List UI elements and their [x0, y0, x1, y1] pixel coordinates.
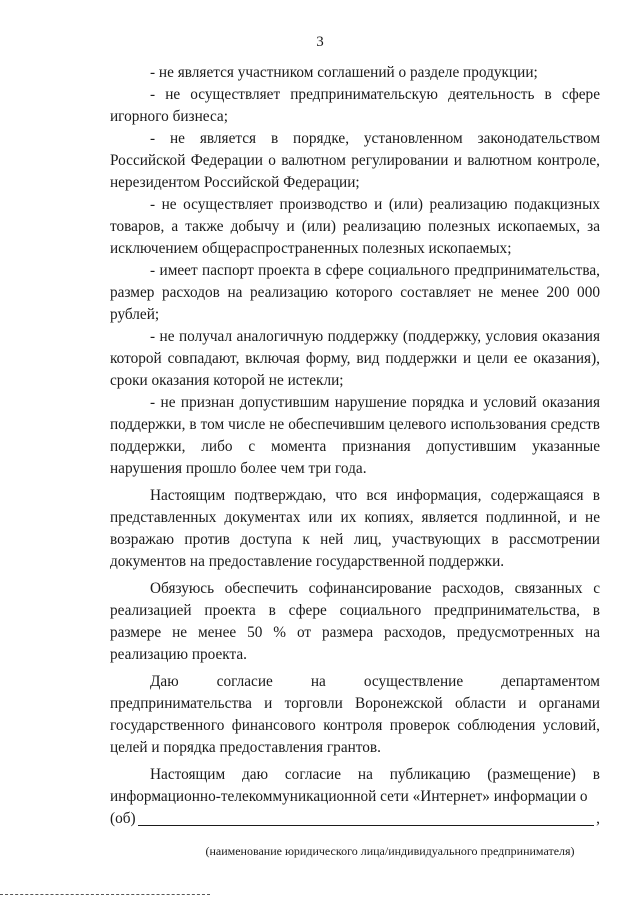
condition-item: - не осуществляет предпринимательскую деятельность в сфере игорного бизнеса; — [110, 86, 600, 125]
ob-prefix: (об) — [110, 810, 136, 827]
condition-item: - не признан допустившим нарушение порядка и условий оказания поддержки, в том числе не обеспечившим целевого использования средств поддержки, либо с момента признания допустившим указанные нарушения прошло более чем три года. — [110, 394, 600, 477]
condition-item: - не осуществляет производство и (или) реализацию подакцизных товаров, а также добычу и (или) реализацию полезных ископаемых, за исключением общераспространенных полезных ископаемых; — [110, 196, 600, 257]
cofinancing-paragraph: Обязуюсь обеспечить софинансирование расходов, связанных с реализацией проекта в сфере социального предпринимательства, в размере не менее 50 % от размера расходов, предусмотренных на реализацию проекта. — [110, 580, 600, 663]
document-body — [110, 62, 600, 862]
footnote-divider — [0, 893, 210, 895]
publication-consent-paragraph: Настоящим даю согласие на публикацию (размещение) в информационно-телекоммуникационной сети «Интернет» информации о — [110, 766, 600, 805]
entity-name-caption: (наименование юридического лица/индивидуального предпринимателя) — [205, 844, 575, 858]
entity-name-blank[interactable] — [138, 809, 595, 826]
entity-name-line — [110, 808, 600, 830]
condition-item: - не является участником соглашений о разделе продукции; — [150, 64, 538, 81]
condition-item: - имеет паспорт проекта в сфере социального предпринимательства, размер расходов на реализацию которого составляет не менее 200 000 рублей; — [110, 262, 600, 323]
page-number: 3 — [316, 34, 324, 50]
condition-item: - не получал аналогичную поддержку (поддержку, условия оказания которой совпадают, включая форму, вид поддержки и цели ее оказания), сроки оказания которой не истекли; — [110, 328, 600, 389]
condition-item: - не является в порядке, установленном законодательством Российской Федерации о валютном регулировании и валютном контроле, нерезидентом Российской Федерации; — [110, 130, 600, 191]
confirmation-paragraph: Настоящим подтверждаю, что вся информация, содержащаяся в представленных документах или их копиях, является подлинной, и не возражаю против доступа к ней лиц, участвующих в рассмотрении документов на предоставление государственной поддержки. — [110, 487, 600, 570]
ob-suffix: , — [596, 810, 600, 827]
audit-consent-paragraph: Даю согласие на осуществление департаментом предпринимательства и торговли Воронежской области и органами государственного финансового контроля проверок соблюдения условий, целей и порядка предоставления грантов. — [110, 673, 600, 756]
